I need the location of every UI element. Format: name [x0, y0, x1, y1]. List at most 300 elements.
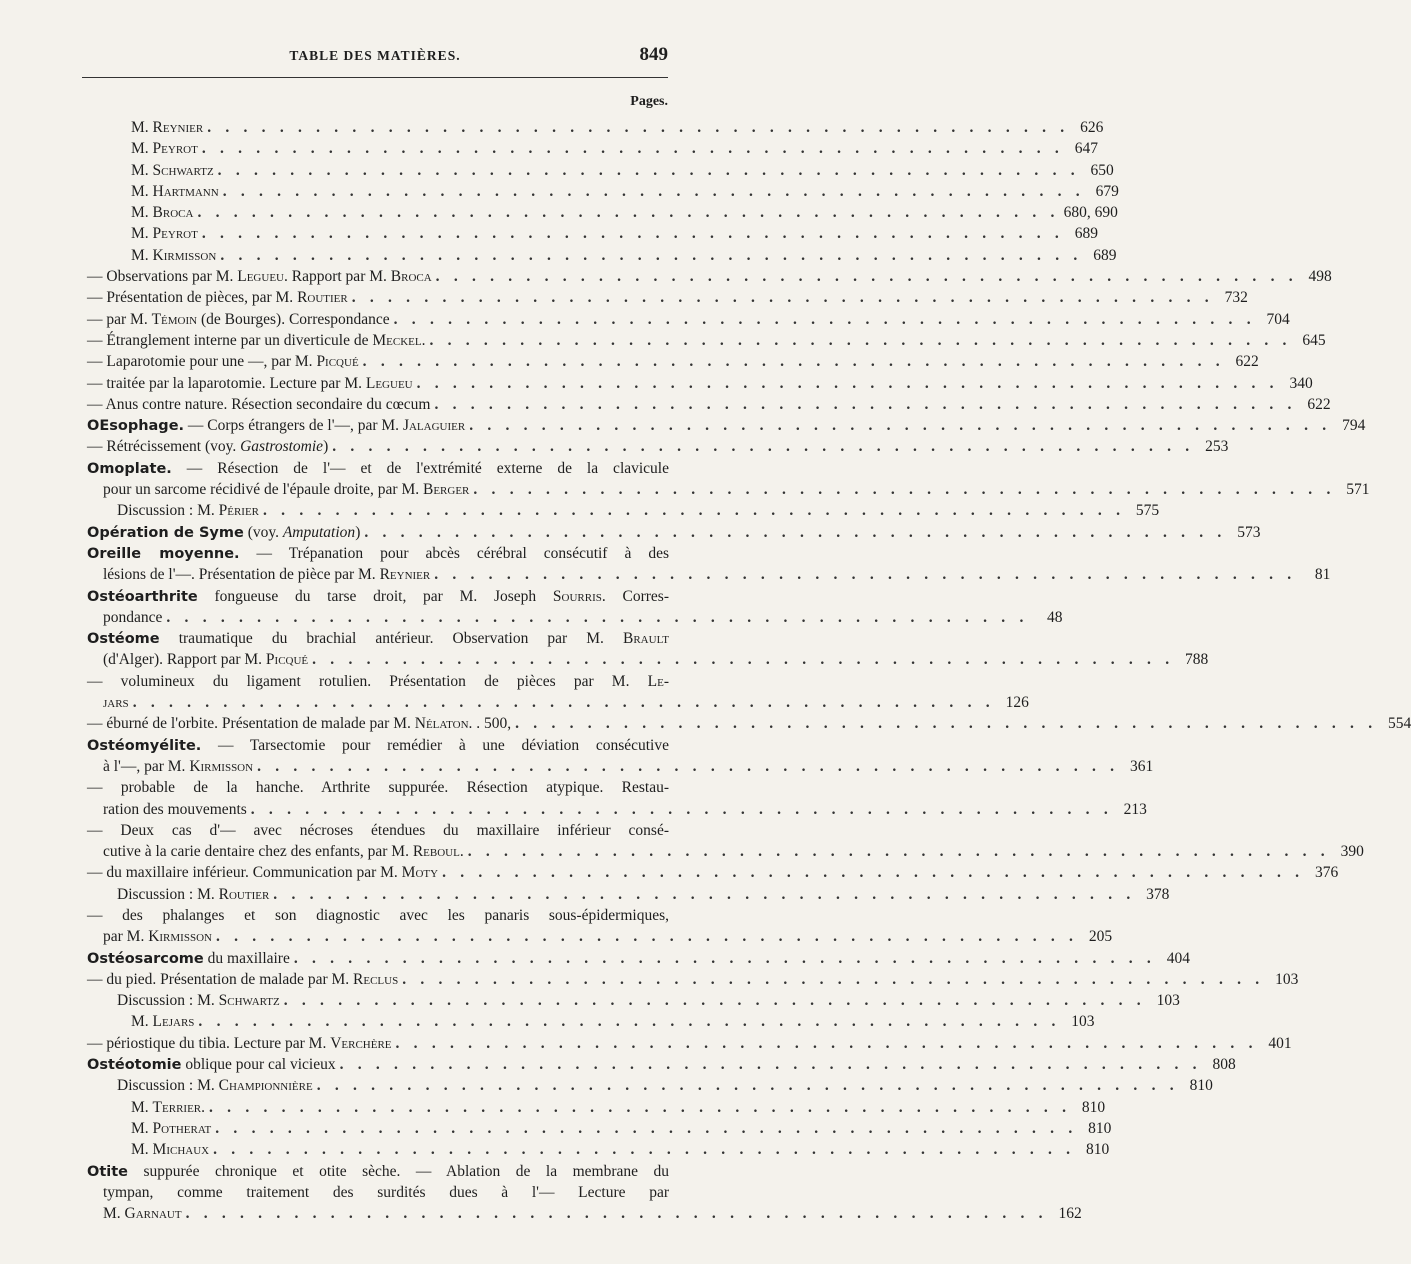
- author-name: Broca: [390, 268, 432, 286]
- author-name: Meckel: [372, 331, 422, 349]
- index-entry: [87, 309, 1290, 330]
- index-entry: [87, 458, 669, 479]
- entry-text-part: M.: [131, 161, 153, 179]
- entry-text-part: — par M.: [87, 310, 152, 328]
- dot-leader: . . . . . . . . . . . . . . . . . . . . . . . . . . . . . . . . . . . . . . . . . . . . . . . .: [201, 140, 1064, 158]
- entry-text: [87, 735, 669, 756]
- entry-text-part: . Rapport par M.: [284, 268, 391, 286]
- dot-leader: . . . . . . . . . . . . . . . . . . . . . . . . . . . . . . . . . . . . . . . . . . . . . . . .: [283, 992, 1146, 1010]
- entry-text-part: — Résection de l'— et de l'extrémité externe de la clavicule: [171, 459, 669, 477]
- entry-text-part: (de Bourges). Correspondance: [197, 310, 390, 328]
- page-reference: 390: [1340, 843, 1364, 861]
- entry-text: [87, 373, 413, 394]
- entry-text-part: — éburné de l'orbite. Présentation de malade par M.: [87, 715, 415, 733]
- author-name: Picqué: [316, 353, 359, 371]
- index-entry: [87, 1182, 669, 1203]
- entry-text-part: M.: [103, 1205, 125, 1223]
- page-reference: 810: [1085, 1141, 1110, 1159]
- author-name: Picqué: [265, 651, 309, 669]
- index-entry: [87, 181, 1119, 202]
- dot-leader: . . . . . . . . . . . . . . . . . . . . . . . . . . . . . . . . . . . . . . . . . . . . . . . .: [515, 715, 1378, 733]
- entry-text-part: ): [355, 523, 361, 541]
- index-entry: [87, 713, 1411, 734]
- entry-text-part: Discussion : M.: [117, 1077, 219, 1095]
- index-entry: [87, 287, 1248, 308]
- author-name: Schwartz: [152, 161, 214, 179]
- author-name: Peyrot: [152, 140, 198, 158]
- index-entry: [87, 1054, 1236, 1075]
- page-reference: 732: [1224, 289, 1248, 307]
- entry-text: [87, 458, 669, 479]
- entry-heading: Oreille moyenne.: [87, 545, 240, 562]
- entry-text: [103, 1182, 669, 1203]
- dot-leader: . . . . . . . . . . . . . . . . . . . . . . . . . . . . . . . . . . . . . . . . . . . . . . . .: [467, 843, 1330, 861]
- dot-leader: . . . . . . . . . . . . . . . . . . . . . . . . . . . . . . . . . . . . . . . . . . . . . . . .: [209, 1098, 1072, 1116]
- index-entry: [87, 1139, 1110, 1160]
- entry-text: [103, 756, 253, 777]
- index-entry: [87, 841, 1364, 862]
- entry-text-part: — Trépanation pour abcès cérébral consécutif à des: [239, 544, 669, 562]
- author-name: Terrier: [152, 1098, 202, 1116]
- index-entry: [87, 1203, 1082, 1224]
- page-reference: 361: [1129, 757, 1154, 775]
- author-name: Legueu: [237, 268, 284, 286]
- entry-heading: Ostéome: [87, 631, 160, 648]
- page-number: 849: [639, 44, 668, 65]
- entry-text-part: .: [421, 331, 426, 349]
- entry-text: [131, 1139, 209, 1160]
- entry-heading: OEsophage.: [87, 418, 185, 435]
- entry-text-part: — Laparotomie pour une —, par M.: [87, 353, 317, 371]
- entry-text: [103, 564, 430, 585]
- entry-heading: Ostéosarcome: [87, 950, 204, 967]
- dot-leader: . . . . . . . . . . . . . . . . . . . . . . . . . . . . . . . . . . . . . . . . . . . . . . . .: [393, 310, 1256, 328]
- dot-leader: . . . . . . . . . . . . . . . . . . . . . . . . . . . . . . . . . . . . . . . . . . . . . . . .: [198, 1013, 1061, 1031]
- dot-leader: . . . . . . . . . . . . . . . . . . . . . . . . . . . . . . . . . . . . . . . . . . . . . . . .: [435, 268, 1298, 286]
- entry-text-part: pondance: [103, 608, 163, 626]
- entry-text: [131, 245, 216, 266]
- author-name: Lejars: [152, 1013, 195, 1031]
- index-entry: [87, 820, 669, 841]
- author-name: Moty: [401, 864, 439, 882]
- author-name: Championnière: [218, 1077, 313, 1095]
- index-entry: [87, 436, 1229, 457]
- dot-leader: . . . . . . . . . . . . . . . . . . . . . . . . . . . . . . . . . . . . . . . . . . . . . . . .: [215, 928, 1079, 946]
- dot-leader: . . . . . . . . . . . . . . . . . . . . . . . . . . . . . . . . . . . . . . . . . . . . . . . .: [207, 119, 1070, 136]
- author-name: Routier: [297, 289, 348, 307]
- index-entry: [87, 394, 1331, 415]
- dot-leader: . . . . . . . . . . . . . . . . . . . . . . . . . . . . . . . . . . . . . . . . . . . . . . . .: [416, 374, 1279, 392]
- entry-text: [87, 522, 360, 543]
- dot-leader: . . . . . . . . . . . . . . . . . . . . . . . . . . . . . . . . . . . . . . . . . . . . . . . .: [213, 1141, 1076, 1159]
- index-entry: [87, 117, 1104, 138]
- dot-leader: . . . . . . . . . . . . . . . . . . . . . . . . . . . . . . . . . . . . . . . . . . . . . . . .: [473, 481, 1336, 499]
- dot-leader: . . . . . . . . . . . . . . . . . . . . . . . . . . . . . . . . . . . . . . . . . . . . . . . .: [197, 204, 1060, 222]
- entry-text: [87, 330, 425, 351]
- index-entry: [87, 1033, 1292, 1054]
- entry-text: [87, 905, 669, 926]
- entry-heading: Ostéomyélite.: [87, 737, 202, 754]
- page-reference: 162: [1058, 1205, 1082, 1223]
- entry-text: [131, 138, 198, 159]
- page-reference: 573: [1237, 523, 1261, 541]
- dot-leader: . . . . . . . . . . . . . . . . . . . . . . . . . . . . . . . . . . . . . . . . . . . . . . . .: [293, 949, 1156, 967]
- entry-text: [87, 671, 669, 692]
- entry-text: [87, 394, 430, 415]
- entry-text: [103, 607, 162, 628]
- page-reference: 378: [1146, 885, 1170, 903]
- index-entry: [87, 969, 1299, 990]
- index-entry: [87, 735, 669, 756]
- dot-leader: . . . . . . . . . . . . . . . . . . . . . . . . . . . . . . . . . . . . . . . . . . . . . . . .: [434, 566, 1297, 584]
- page-reference: 205: [1088, 928, 1113, 946]
- dot-leader: . . . . . . . . . . . . . . . . . . . . . . . . . . . . . . . . . . . . . . . . . . . . . . . .: [257, 757, 1120, 775]
- page-reference: 645: [1302, 331, 1326, 349]
- page-reference: 689: [1074, 225, 1098, 243]
- entry-text-part: — Présentation de pièces, par M.: [87, 289, 298, 307]
- entry-text-part: — Corps étrangers de l'—, par M.: [184, 417, 403, 435]
- page-reference: 213: [1123, 800, 1147, 818]
- entry-text-part: — Observations par M.: [87, 268, 238, 286]
- index-entry: [87, 692, 1029, 713]
- author-name: Verchère: [330, 1034, 392, 1052]
- entry-text: [103, 841, 464, 862]
- entry-text-part: M.: [131, 1141, 153, 1159]
- entry-text-part: M.: [131, 140, 153, 158]
- entry-text-part: — Étranglement interne par un diverticule de: [87, 331, 373, 349]
- author-name: Hartmann: [152, 182, 219, 200]
- author-name: Potherat: [152, 1119, 212, 1137]
- entry-text: [131, 160, 214, 181]
- entry-text-part: M.: [131, 1013, 153, 1031]
- index-entry: [87, 1097, 1106, 1118]
- index-entry: [87, 1161, 669, 1182]
- entry-text: [103, 799, 247, 820]
- author-name: Jalaguier: [402, 417, 466, 435]
- author-name: Témoin: [151, 310, 198, 328]
- index-entry: [87, 1118, 1112, 1139]
- page-reference: 103: [1275, 970, 1299, 988]
- index-entry: [87, 245, 1117, 266]
- page-reference: 575: [1135, 502, 1160, 520]
- entry-text: [103, 692, 129, 713]
- entry-text-part: — volumineux du ligament rotulien. Présentation de pièces par M.: [87, 672, 648, 690]
- entry-text: [87, 777, 669, 798]
- entry-text: [117, 884, 269, 905]
- dot-leader: . . . . . . . . . . . . . . . . . . . . . . . . . . . . . . . . . . . . . . . . . . . . . . . .: [222, 182, 1085, 200]
- entry-heading: Otite: [87, 1163, 128, 1180]
- entry-text-part: — Deux cas d'— avec nécroses étendues du maxillaire inférieur consé-: [87, 821, 669, 839]
- entry-text-part: oblique pour cal vicieux: [181, 1056, 336, 1074]
- entry-text: [131, 1118, 211, 1139]
- author-name: Garnaut: [124, 1205, 182, 1223]
- entry-heading: Ostéotomie: [87, 1057, 182, 1074]
- entry-text-part: par M.: [103, 928, 149, 946]
- dot-leader: . . . . . . . . . . . . . . . . . . . . . . . . . . . . . . . . . . . . . . . . . . . . . . . .: [201, 225, 1064, 243]
- author-name: Kirmisson: [148, 928, 212, 946]
- author-name: Reclus: [353, 970, 399, 988]
- index-entry: [87, 905, 669, 926]
- page-reference: 810: [1081, 1098, 1106, 1116]
- dot-leader: . . . . . . . . . . . . . . . . . . . . . . . . . . . . . . . . . . . . . . . . . . . . . . . .: [362, 353, 1225, 371]
- dot-leader: . . . . . . . . . . . . . . . . . . . . . . . . . . . . . . . . . . . . . . . . . . . . . . . .: [273, 885, 1136, 903]
- dot-leader: . . . . . . . . . . . . . . . . . . . . . . . . . . . . . . . . . . . . . . . . . . . . . . . .: [316, 1077, 1179, 1095]
- dot-leader: . . . . . . . . . . . . . . . . . . . . . . . . . . . . . . . . . . . . . . . . . . . . . . . .: [351, 289, 1214, 307]
- author-name: Michaux: [152, 1141, 210, 1159]
- running-title: TABLE DES MATIÈRES.: [289, 48, 461, 63]
- dot-leader: . . . . . . . . . . . . . . . . . . . . . . . . . . . . . . . . . . . . . . . . . . . . . . . .: [312, 651, 1175, 669]
- entry-text-part: Discussion : M.: [117, 992, 219, 1010]
- entry-text: [87, 1161, 669, 1182]
- entry-text: [103, 1203, 182, 1224]
- entry-text-part: — Rétrécissement (voy.: [87, 438, 241, 456]
- index-entry: [87, 628, 669, 649]
- entry-text: [87, 820, 669, 841]
- entry-text: [87, 1033, 392, 1054]
- entry-text-part: tympan, comme traitement des surdités dues à l'— Lecture par: [103, 1183, 669, 1201]
- author-name: Routier: [218, 885, 270, 903]
- author-name: Kirmisson: [189, 757, 254, 775]
- entry-text-part: ): [323, 438, 329, 456]
- entry-text-part: Gastrostomie: [240, 438, 324, 456]
- dot-leader: . . . . . . . . . . . . . . . . . . . . . . . . . . . . . . . . . . . . . . . . . . . . . . . .: [434, 395, 1297, 413]
- index-entry: [87, 479, 1370, 500]
- page-reference: 253: [1205, 438, 1229, 456]
- page-reference: 622: [1235, 353, 1259, 371]
- author-name: Brault: [623, 630, 669, 648]
- entry-text-part: cutive à la carie dentaire chez des enfants, par M.: [103, 843, 413, 861]
- page-reference: 498: [1308, 268, 1332, 286]
- page-reference: 679: [1095, 182, 1119, 200]
- index-entry: [87, 862, 1339, 883]
- entry-text-part: fongueuse du tarse droit, par M. Joseph: [197, 587, 553, 605]
- page-reference: 622: [1307, 395, 1331, 413]
- entry-text: [117, 500, 259, 521]
- entry-text-part: — Tarsectomie pour remédier à une déviation consécutive: [201, 736, 669, 754]
- entry-text-part: M.: [131, 225, 153, 243]
- header-rule: [82, 77, 668, 78]
- dot-leader: . . . . . . . . . . . . . . . . . . . . . . . . . . . . . . . . . . . . . . . . . . . . . . . .: [402, 970, 1265, 988]
- entry-text-part: Discussion : M.: [117, 502, 219, 520]
- page-reference: 626: [1080, 119, 1104, 136]
- entry-text-part: M.: [131, 246, 153, 264]
- page-reference: 103: [1156, 992, 1180, 1010]
- page-reference: 680, 690: [1063, 204, 1118, 222]
- dot-leader: . . . . . . . . . . . . . . . . . . . . . . . . . . . . . . . . . . . . . . . . . . . . . . . .: [395, 1034, 1258, 1052]
- entry-text-part: M.: [131, 1119, 153, 1137]
- entry-text-part: . Corres-: [601, 587, 669, 605]
- dot-leader: . . . . . . . . . . . . . . . . . . . . . . . . . . . . . . . . . . . . . . . . . . . . . . . .: [132, 694, 995, 712]
- page-reference: 404: [1166, 949, 1190, 967]
- entry-text-part: suppurée chronique et otite sèche. — Ablation de la membrane du: [128, 1162, 669, 1180]
- entry-text-part: M.: [131, 182, 153, 200]
- entry-text: [117, 1075, 313, 1096]
- entry-text: [87, 969, 398, 990]
- entry-text: [87, 543, 669, 564]
- entry-text: [87, 948, 290, 969]
- entry-text: [131, 1097, 205, 1118]
- index-entry: [87, 522, 1261, 543]
- index-entry: [87, 756, 1154, 777]
- dot-leader: . . . . . . . . . . . . . . . . . . . . . . . . . . . . . . . . . . . . . . . . . . . . . . . .: [220, 246, 1083, 264]
- entry-text: [131, 117, 203, 138]
- page-reference: 808: [1212, 1056, 1236, 1074]
- entry-text-part: M.: [131, 119, 153, 136]
- page-reference: 48: [1047, 608, 1063, 626]
- page-reference: 689: [1093, 246, 1117, 264]
- index-entry: [87, 373, 1313, 394]
- entry-text: [87, 862, 438, 883]
- index-entry: [87, 500, 1160, 521]
- dot-leader: . . . . . . . . . . . . . . . . . . . . . . . . . . . . . . . . . . . . . . . . . . . . . . . .: [442, 864, 1305, 882]
- author-name: Berger: [423, 481, 470, 499]
- page-reference: 340: [1289, 374, 1313, 392]
- index-entry: [87, 884, 1170, 905]
- entry-text: [103, 479, 469, 500]
- author-name: Broca: [152, 204, 194, 222]
- entry-text: [131, 1011, 194, 1032]
- dot-leader: . . . . . . . . . . . . . . . . . . . . . . . . . . . . . . . . . . . . . . . . . . . . . . . .: [469, 417, 1332, 435]
- entry-text: [131, 202, 193, 223]
- entry-text-part: lésions de l'—. Présentation de pièce par M.: [103, 566, 380, 584]
- dot-leader: . . . . . . . . . . . . . . . . . . . . . . . . . . . . . . . . . . . . . . . . . . . . . . . .: [339, 1056, 1202, 1074]
- page-reference: 103: [1071, 1013, 1095, 1031]
- pages-column-label: Pages.: [630, 94, 668, 109]
- entry-text-part: . . 500,: [468, 715, 512, 733]
- index-entry: [87, 777, 669, 798]
- dot-leader: . . . . . . . . . . . . . . . . . . . . . . . . . . . . . . . . . . . . . . . . . . . . . . . .: [185, 1205, 1048, 1223]
- author-name: Legueu: [365, 374, 413, 392]
- author-name: Reboul: [412, 843, 460, 861]
- index-entry: [87, 671, 669, 692]
- entry-text: [103, 649, 308, 670]
- entry-text: [87, 713, 511, 734]
- dot-leader: . . . . . . . . . . . . . . . . . . . . . . . . . . . . . . . . . . . . . . . . . . . . . . . .: [217, 161, 1080, 179]
- entry-text: [87, 628, 669, 649]
- index-entry: [87, 543, 669, 564]
- entry-text: [87, 436, 328, 457]
- author-name: Kirmisson: [152, 246, 217, 264]
- index-entry: [87, 649, 1209, 670]
- index-entry: [87, 138, 1098, 159]
- entry-heading: Omoplate.: [87, 460, 172, 477]
- author-name: jars: [103, 694, 129, 712]
- entry-text-part: — du maxillaire inférieur. Communication par M.: [87, 864, 402, 882]
- author-name: Peyrot: [152, 225, 198, 243]
- entry-text-part: ration des mouvements: [103, 800, 247, 818]
- author-name: Le-: [647, 672, 669, 690]
- page-reference: 650: [1090, 161, 1114, 179]
- page-reference: 647: [1074, 140, 1098, 158]
- index-entry: [87, 160, 1114, 181]
- index-entry: [87, 948, 1190, 969]
- page-reference: 571: [1346, 481, 1370, 499]
- entry-text: [87, 287, 348, 308]
- entry-text-part: — des phalanges et son diagnostic avec les panaris sous-épidermiques,: [87, 906, 669, 924]
- entry-text-part: .: [459, 843, 464, 861]
- author-name: Reynier: [379, 566, 431, 584]
- author-name: Schwartz: [218, 992, 280, 1010]
- entry-text-part: à l'—, par M.: [103, 757, 190, 775]
- index-entry: [87, 330, 1326, 351]
- dot-leader: . . . . . . . . . . . . . . . . . . . . . . . . . . . . . . . . . . . . . . . . . . . . . . . .: [263, 502, 1126, 520]
- page-reference: 810: [1088, 1119, 1112, 1137]
- dot-leader: . . . . . . . . . . . . . . . . . . . . . . . . . . . . . . . . . . . . . . . . . . . . . . . .: [215, 1119, 1078, 1137]
- entry-text: [87, 309, 390, 330]
- dot-leader: . . . . . . . . . . . . . . . . . . . . . . . . . . . . . . . . . . . . . . . . . . . . . . . .: [332, 438, 1195, 456]
- index-entry: [87, 586, 669, 607]
- author-name: Sourris: [552, 587, 602, 605]
- entry-text-part: (d'Alger). Rapport par M.: [103, 651, 266, 669]
- dot-leader: . . . . . . . . . . . . . . . . . . . . . . . . . . . . . . . . . . . . . . . . . . . . . . . .: [250, 800, 1113, 818]
- index-entry: [87, 223, 1098, 244]
- entry-text-part: M.: [131, 1098, 153, 1116]
- dot-leader: . . . . . . . . . . . . . . . . . . . . . . . . . . . . . . . . . . . . . . . . . . . . . . . .: [429, 331, 1292, 349]
- entry-text-part: — périostique du tibia. Lecture par M.: [87, 1034, 331, 1052]
- entry-text-part: — probable de la hanche. Arthrite suppurée. Résection atypique. Restau-: [87, 779, 669, 797]
- entry-text-part: — du pied. Présentation de malade par M.: [87, 970, 354, 988]
- author-name: Périer: [218, 502, 260, 520]
- index-entry: [87, 266, 1332, 287]
- entry-text-part: — traitée par la laparotomie. Lecture par M.: [87, 374, 366, 392]
- index-entry: [87, 202, 1118, 223]
- page-reference: 810: [1189, 1077, 1213, 1095]
- page-reference: 81: [1314, 566, 1331, 584]
- entry-text: [117, 990, 280, 1011]
- index-entry: [87, 799, 1147, 820]
- entry-text: [87, 351, 359, 372]
- index-entry: [87, 415, 1366, 436]
- entry-text: [131, 181, 219, 202]
- index-entry: [87, 990, 1180, 1011]
- entry-text-part: Discussion : M.: [117, 885, 219, 903]
- page-reference: 554: [1388, 715, 1411, 733]
- page-reference: 376: [1314, 864, 1339, 882]
- page-reference: 401: [1268, 1034, 1292, 1052]
- entry-text-part: M.: [131, 204, 153, 222]
- entry-text-part: Amputation: [282, 523, 356, 541]
- entry-text-part: pour un sarcome récidivé de l'épaule droite, par M.: [103, 481, 423, 499]
- entry-text: [87, 586, 669, 607]
- entry-text-part: — Anus contre nature. Résection secondaire du cœcum: [87, 395, 431, 413]
- index-entries: [87, 117, 1411, 1224]
- index-entry: [87, 564, 1331, 585]
- entry-text: [103, 926, 212, 947]
- entry-text-part: traumatique du brachial antérieur. Observation par M.: [159, 630, 623, 648]
- page-reference: 794: [1342, 417, 1366, 435]
- entry-heading: Ostéoarthrite: [87, 588, 198, 605]
- dot-leader: . . . . . . . . . . . . . . . . . . . . . . . . . . . . . . . . . . . . . . . . . . . . . . . .: [364, 523, 1227, 541]
- entry-heading: Opération de Syme: [87, 524, 244, 541]
- running-header: [82, 44, 668, 68]
- entry-text-part: du maxillaire: [203, 949, 290, 967]
- index-entry: [87, 1011, 1095, 1032]
- entry-text-part: (voy.: [243, 523, 283, 541]
- entry-text: [87, 1054, 336, 1075]
- index-entry: [87, 351, 1259, 372]
- page-reference: 788: [1185, 651, 1209, 669]
- dot-leader: . . . . . . . . . . . . . . . . . . . . . . . . . . . . . . . . . . . . . . . . . . . . . . . .: [166, 608, 1029, 626]
- index-entry: [87, 926, 1113, 947]
- entry-text: [87, 266, 432, 287]
- entry-text-part: .: [201, 1098, 206, 1116]
- entry-text: [87, 415, 465, 436]
- index-entry: [87, 1075, 1213, 1096]
- entry-text: [131, 223, 198, 244]
- page-reference: 126: [1005, 694, 1029, 712]
- index-entry: [87, 607, 1063, 628]
- page-reference: 704: [1266, 310, 1290, 328]
